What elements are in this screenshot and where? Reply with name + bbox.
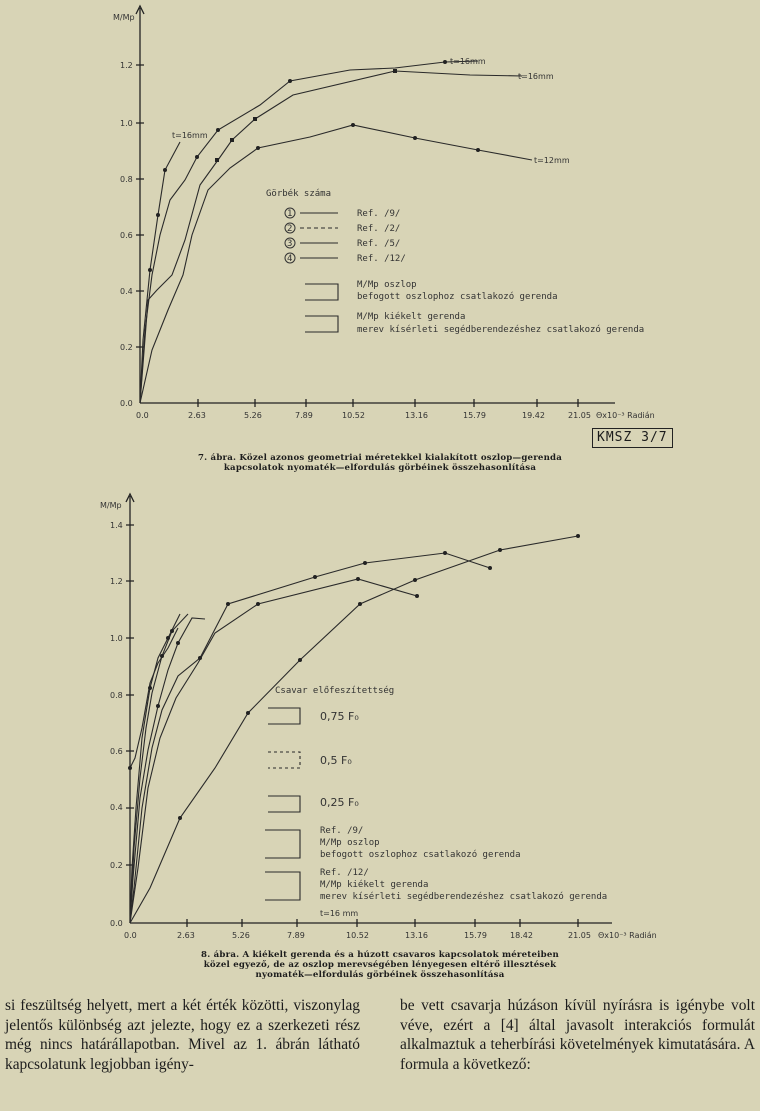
fig8-xtick: 5.26 xyxy=(232,931,250,940)
fig8-ytick: 1.4 xyxy=(110,521,123,530)
fig8-curve-e xyxy=(130,553,490,923)
legend-num: 1 xyxy=(287,209,293,219)
fig7-xtick: 2.63 xyxy=(188,411,206,420)
fig8-x-ticks xyxy=(124,919,657,940)
fig7-xtick: 5.26 xyxy=(244,411,262,420)
fig7-curve-label: t=16mm xyxy=(518,72,554,81)
fig8-preload-label: 0,75 F₀ xyxy=(320,710,359,723)
fig8-xtick: 0.0 xyxy=(124,931,137,940)
fig7-curve-label: t=16mm xyxy=(172,131,208,140)
fig7-xtick: 13.16 xyxy=(405,411,428,420)
fig7-xtick: 15.79 xyxy=(463,411,486,420)
fig8-xtick: 15.79 xyxy=(464,931,487,940)
fig7-x-ticks xyxy=(136,399,655,420)
stamp-label: KMSZ 3/7 xyxy=(592,428,673,448)
fig7-xtick: 0.0 xyxy=(136,411,149,420)
fig7-legend-ref: Ref. /9/ xyxy=(357,209,401,219)
figure-8-caption: 8. ábra. A kiékelt gerenda és a húzott csavaros kapcsolatok méreteiben közel egyező, de az oszlop merevségében lényegesen eltérő illesztések nyomaték—elfordulás görbéinek összehasonlítása xyxy=(201,950,559,980)
body-text-right: be vett csavarja húzáson kívül nyírásra is igénybe volt véve, ezért a [4] által javasolt interakciós formulát alkalmaztuk a teherbírási követelmények kimutatására. A formula a következő: xyxy=(400,997,755,1073)
fig7-curve-3 xyxy=(140,71,522,403)
fig8-legend xyxy=(265,685,607,918)
fig8-legend-note: merev kísérleti segédberendezéshez csatlakozó gerenda xyxy=(320,892,608,902)
fig7-legend-note: M/Mp oszlop xyxy=(357,280,417,290)
fig7-legend-ref: Ref. /2/ xyxy=(357,224,401,234)
fig7-xtick: 21.05 xyxy=(568,411,591,420)
fig8-curve-g xyxy=(130,536,578,923)
fig7-ytick: 0.4 xyxy=(120,287,133,296)
fig7-curve-2 xyxy=(140,61,478,403)
fig7-xtick: 19.42 xyxy=(522,411,545,420)
legend-num: 2 xyxy=(287,224,293,234)
body-text-left: si feszültség helyett, mert a két érték közötti, viszonylag jelentős különbség azt jelezte, hogy ez a szerkezeti rész még nincs határállapotban. Mivel az 1. ábrán látható kapcsolatunk legjobban igény- xyxy=(5,997,360,1073)
fig8-xtick: 10.52 xyxy=(346,931,369,940)
fig8-x-unit: Θx10⁻³ Radián xyxy=(598,931,657,940)
fig7-legend-ref: Ref. /12/ xyxy=(357,254,406,264)
fig7-legend-note: merev kísérleti segédberendezéshez csatlakozó gerenda xyxy=(357,325,645,335)
fig8-legend-note: Ref. /12/ xyxy=(320,868,369,878)
fig7-curve-label: t=12mm xyxy=(534,156,570,165)
fig7-legend-title: Görbék száma xyxy=(266,189,332,199)
fig8-xtick: 18.42 xyxy=(510,931,533,940)
fig8-preload-label: 0,25 F₀ xyxy=(320,796,359,809)
fig8-ytick: 0.4 xyxy=(110,803,123,812)
fig7-legend-note: befogott oszlophoz csatlakozó gerenda xyxy=(357,292,558,302)
fig7-ytick: 0.0 xyxy=(120,399,133,408)
fig8-ytick: 1.2 xyxy=(110,577,123,586)
fig8-xtick: 13.16 xyxy=(405,931,428,940)
legend-num: 4 xyxy=(287,254,293,264)
fig8-ytick: 1.0 xyxy=(110,634,123,643)
fig7-legend-note: M/Mp kiékelt gerenda xyxy=(357,312,466,322)
figure-8-chart xyxy=(0,488,760,948)
fig8-legend-note: M/Mp oszlop xyxy=(320,838,380,848)
fig7-ytick: 0.8 xyxy=(120,175,133,184)
fig8-curve-b xyxy=(130,614,188,923)
fig7-curve-4 xyxy=(140,125,532,403)
fig8-ytick: 0.0 xyxy=(110,919,123,928)
fig8-ytick: 0.6 xyxy=(110,747,123,756)
fig8-legend-title: Csavar előfeszítettség xyxy=(275,686,395,696)
fig8-legend-note: befogott oszlophoz csatlakozó gerenda xyxy=(320,850,521,860)
fig7-xtick: 7.89 xyxy=(295,411,313,420)
fig8-preload-label: 0,5 F₀ xyxy=(320,754,352,767)
fig8-y-label: M/Mp xyxy=(100,501,122,510)
fig8-legend-note: Ref. /9/ xyxy=(320,826,364,836)
fig7-ytick: 0.2 xyxy=(120,343,133,352)
fig8-legend-note: M/Mp kiékelt gerenda xyxy=(320,880,429,890)
fig8-curve-d xyxy=(130,628,178,768)
fig8-xtick: 7.89 xyxy=(287,931,305,940)
fig7-ytick: 1.0 xyxy=(120,119,133,128)
fig8-ytick: 0.2 xyxy=(110,861,123,870)
fig8-xtick: 21.05 xyxy=(568,931,591,940)
fig7-xtick: 10.52 xyxy=(342,411,365,420)
fig7-markers xyxy=(148,60,480,272)
fig7-curve-1 xyxy=(140,142,180,403)
legend-num: 3 xyxy=(287,239,293,249)
fig7-x-unit: Θx10⁻³ Radián xyxy=(596,411,655,420)
figure-7-chart xyxy=(0,0,760,450)
fig7-ytick: 1.2 xyxy=(120,61,133,70)
figure-7-caption: 7. ábra. Közel azonos geometriai méretekkel kialakított oszlop—gerenda kapcsolatok nyomaték—elfordulás görbéinek összehasonlítása xyxy=(197,453,563,473)
fig8-markers xyxy=(128,534,580,820)
fig7-legend xyxy=(266,188,644,335)
fig8-ytick: 0.8 xyxy=(110,691,123,700)
fig8-thickness-note: t=16 mm xyxy=(320,909,359,918)
fig7-curve-label: t=16mm xyxy=(450,57,486,66)
fig8-xtick: 2.63 xyxy=(177,931,195,940)
fig7-legend-ref: Ref. /5/ xyxy=(357,239,401,249)
fig7-y-label: M/Mp xyxy=(113,13,135,22)
fig7-ytick: 0.6 xyxy=(120,231,133,240)
